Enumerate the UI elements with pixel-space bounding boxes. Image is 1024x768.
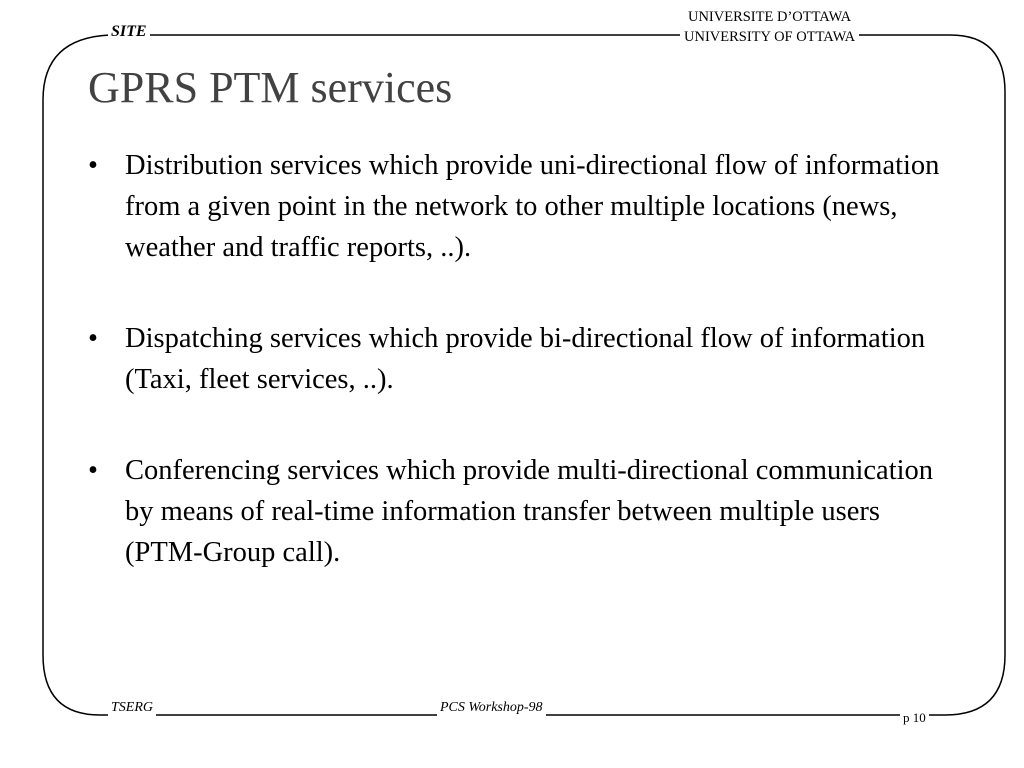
- university-name-fr: UNIVERSITE D’OTTAWA: [687, 9, 852, 25]
- bullet-dot-icon: •: [88, 455, 98, 486]
- university-name-en: UNIVERSITY OF OTTAWA: [684, 29, 856, 45]
- page-number: p 10: [900, 710, 929, 726]
- bullet-dot-icon: •: [88, 150, 98, 181]
- slide-title: GPRS PTM services: [88, 63, 453, 112]
- bullet-item-conferencing: [88, 450, 958, 573]
- bullet-item-distribution: [88, 145, 958, 268]
- bullet-item-dispatching: [88, 318, 958, 400]
- header-site-label: SITE: [108, 22, 150, 42]
- bullet-text: Dispatching services which provide bi-directional flow of information (Taxi, fleet services, ..).: [125, 323, 926, 395]
- bullet-text: Conferencing services which provide multi-directional communication by means of real-time information transfer between multiple users (PTM-Group call).: [125, 455, 934, 568]
- footer-tserg-label: TSERG: [108, 699, 156, 717]
- bullet-text: Distribution services which provide uni-directional flow of information from a given point in the network to other multiple locations (news, weather and traffic reports, ..).: [125, 150, 940, 263]
- footer-workshop-label: PCS Workshop-98: [437, 699, 546, 717]
- bullet-list: [88, 145, 958, 623]
- bullet-dot-icon: •: [88, 323, 98, 354]
- header-university: [680, 7, 859, 47]
